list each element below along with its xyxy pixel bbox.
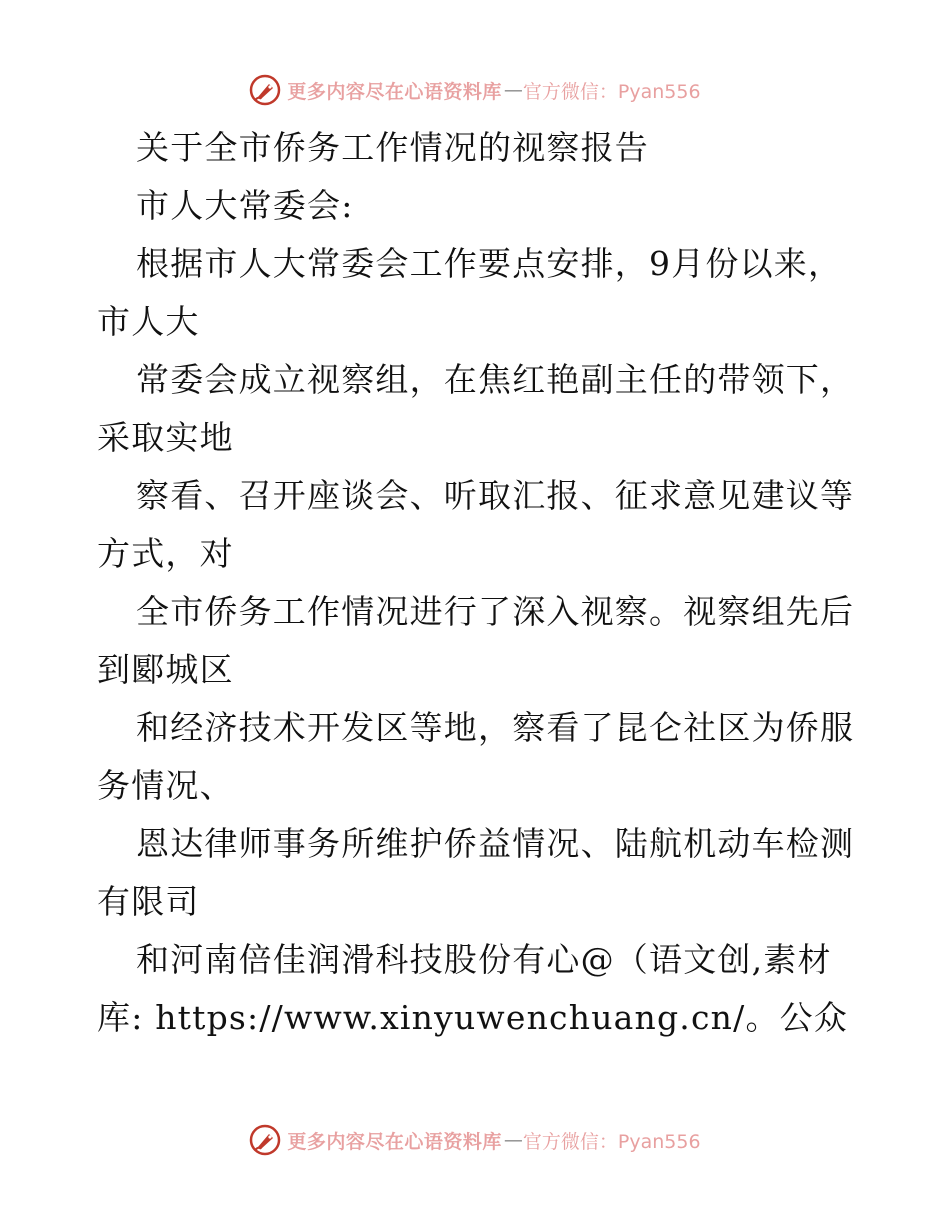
banner-wechat-text: 官方微信：Pyan556 — [522, 80, 701, 103]
paragraph-line: 到郾城区 — [97, 650, 234, 689]
banner-main-text: 更多内容尽在心语资料库 — [287, 80, 502, 103]
document-title: 关于全市侨务工作情况的视察报告 — [136, 128, 649, 167]
paragraph-line: 方式，对 — [97, 534, 234, 573]
pen-nib-icon — [249, 1124, 281, 1156]
paragraph-line: 察看、召开座谈会、听取汇报、征求意见建议等 — [136, 476, 855, 515]
paragraph-line: 恩达律师事务所维护侨益情况、陆航机动车检测 — [136, 824, 855, 863]
banner-separator: — — [503, 79, 523, 101]
paragraph-line: 市人大 — [97, 302, 200, 341]
banner-main-text: 更多内容尽在心语资料库 — [287, 1130, 502, 1153]
header-banner — [0, 70, 950, 110]
footer-banner — [0, 1120, 950, 1160]
paragraph-line: 和河南倍佳润滑科技股份有心@（语文创,素材 — [136, 940, 832, 979]
banner-separator: — — [503, 1129, 523, 1151]
paragraph-line: 和经济技术开发区等地，察看了昆仑社区为侨服 — [136, 708, 855, 747]
salutation: 市人大常委会: — [136, 186, 354, 225]
banner-wechat-text: 官方微信：Pyan556 — [522, 1130, 701, 1153]
paragraph-line: 库: https://www.xinyuwenchuang.cn/。公众 — [97, 998, 849, 1037]
paragraph-line: 采取实地 — [97, 418, 234, 457]
paragraph-line: 常委会成立视察组，在焦红艳副主任的带领下， — [136, 360, 855, 399]
paragraph-line: 根据市人大常委会工作要点安排，9月份以来， — [136, 244, 843, 283]
paragraph-line: 全市侨务工作情况进行了深入视察。视察组先后 — [136, 592, 855, 631]
paragraph-line: 务情况、 — [97, 766, 234, 805]
pen-nib-icon — [249, 74, 281, 106]
paragraph-line: 有限司 — [97, 882, 200, 921]
